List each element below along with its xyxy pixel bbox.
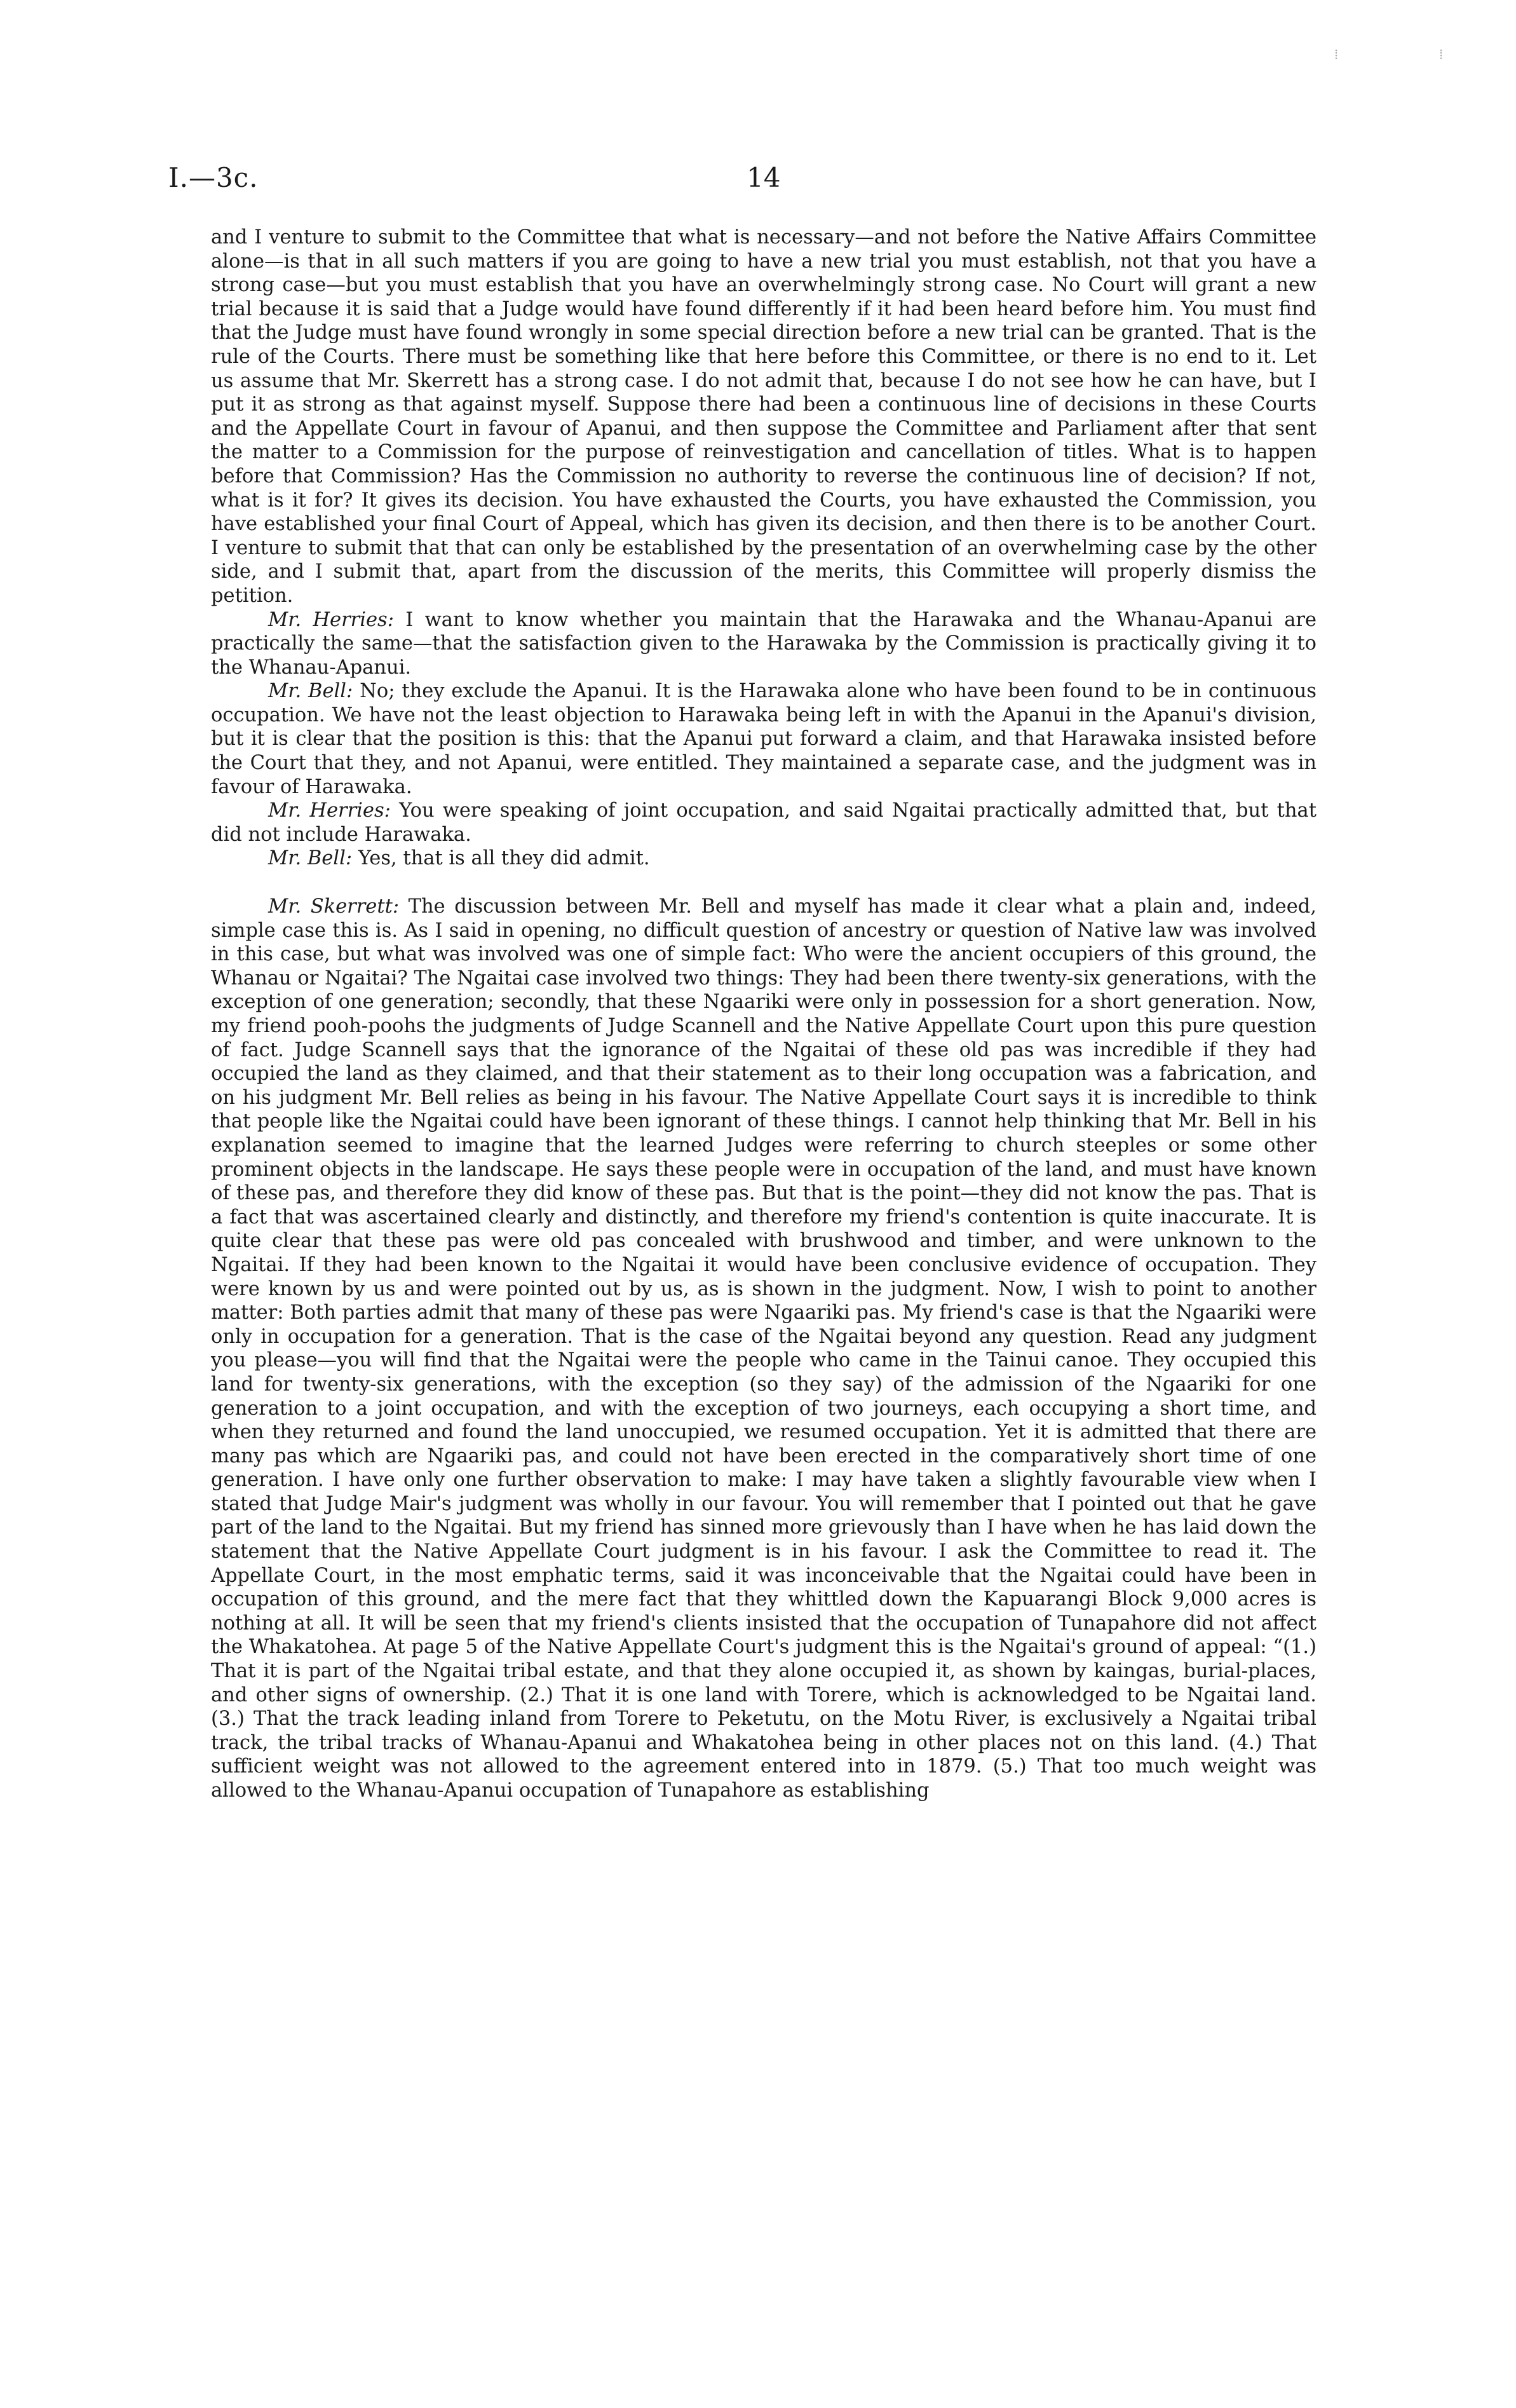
speaker-name: Mr. Herries: — [268, 799, 391, 822]
scan-artifact: ⁞ — [1439, 47, 1444, 63]
speaker-name: Mr. Bell: — [268, 680, 353, 703]
page-header — [168, 162, 1325, 200]
paragraph-text: I want to know whether you maintain that the Harawaka and the Whanau-Apanui are practically the same—that the satisfaction given to the Harawaka by the Commission is practically giving it to the Whanau-Apanui. — [211, 608, 1317, 679]
speaker-name: Mr. Skerrett: — [268, 895, 400, 918]
speaker-name: Mr. Herries: — [268, 608, 394, 631]
document-reference: I.—3c. — [168, 162, 259, 193]
paragraph — [211, 608, 1316, 680]
speaker-name: Mr. Bell: — [268, 847, 353, 870]
paragraph-text: The discussion between Mr. Bell and myself has made it clear what a plain and, indeed, simple case this is. As I said in opening, no difficult question of ancestry or question of Native law was involved in this case, but what was involved was one of simple fact: Who were the ancient occupiers of this ground, the Whanau or Ngaitai? The Ngaitai case involved two things: They had been there twenty-six generations, with the exception of one generation; secondly, that these Ngaariki were only in possession for a short generation. Now, my friend pooh-poohs the judgments of Judge Scannell and the Native Appellate Court upon this pure question of fact. Judge Scannell says that the ignorance of the Ngaitai of these old pas was incredible if they had occupied the land as they claimed, and that their statement as to their long occupation was a fabrication, and on his judgment Mr. Bell relies as being in his favour. The Native Appellate Court says it is incredible to think that people like the Ngaitai could have been ignorant of these things. I cannot help thinking that Mr. Bell in his explanation seemed to imagine that the learned Judges were referring to church steeples or some other prominent objects in the landscape. He says these people were in occupation of the land, and must have known of these pas, and therefore they did know of these pas. But that is the point—they did not know the pas. That is a fact that was ascertained clearly and distinctly, and therefore my friend's contention is quite inaccurate. It is quite clear that these pas were old pas concealed with brushwood and timber, and were unknown to the Ngaitai. If they had been known to the Ngaitai it would have been conclusive evidence of occupation. They were known by us and were pointed out by us, as is shown in the judgment. Now, I wish to point to another matter: Both parties admit that many of these pas were Ngaariki pas. My friend's case is that the Ngaariki were only in occupation for a generation. That is the case of the Ngaitai beyond any question. Read any judgment you please—you will find that the Ngaitai were the people who came in the Tainui canoe. They occupied this land for twenty-six generations, with the exception (so they say) of the admission of the Ngaariki for one generation to a joint occupation, and with the exception of two journeys, each occupying a short time, and when they returned and found the land unoccupied, we resumed occupation. Yet it is admitted that there are many pas which are Ngaariki pas, and could not have been erected in the comparatively short time of one generation. I have only one further observation to make: I may have taken a slightly favourable view when I stated that Judge Mair's judgment was wholly in our favour. You will remember that I pointed out that he gave part of the land to the Ngaitai. But my friend has sinned more grievously than I have when he has laid down the statement that the Native Appellate Court judgment is in his favour. I ask the Committee to read it. The Appellate Court, in the most emphatic terms, said it was inconceivable that the Ngaitai could have been in occupation of this ground, and the mere fact that they whittled down the Kapuarangi Block 9,000 acres is nothing at all. It will be seen that my friend's clients insisted that the occupation of Tunapahore did not affect the Whakatohea. At page 5 of the Native Appellate Court's judgment this is the Ngaitai's ground of appeal: “(1.) That it is part of the Ngaitai tribal estate, and that they alone occupied it, as shown by kaingas, burial-places, and other signs of ownership. (2.) That it is one land with Torere, which is acknowledged to be Ngaitai land. (3.) That the track leading inland from Torere to Peketutu, on the Motu River, is exclusively a Ngaitai tribal track, the tribal tracks of Whanau-Apanui and Whakatohea being in other places not on this land. (4.) That sufficient weight was not allowed to the agreement entered into in 1879. (5.) That too much weight was allowed to the Whanau-Apanui occupation of Tunapahore as establishing — [211, 895, 1316, 1802]
document-body — [211, 226, 1316, 1803]
paragraph-text: No; they exclude the Apanui. It is the Harawaka alone who have been found to be in continuous occupation. We have not the least objection to Harawaka being left in with the Apanui in the Apanui's division, but it is clear that the position is this: that the Apanui put forward a claim, and that Harawaka insisted before the Court that they, and not Apanui, were entitled. They maintained a separate case, and the judgment was in favour of Harawaka. — [211, 680, 1316, 798]
paragraph-text: and I venture to submit to the Committee that what is necessary—and not before the Native Affairs Committee alone—is that in all such matters if you are going to have a new trial you must establish, not that you have a strong case—but you must establish that you have an overwhelmingly strong case. No Court will grant a new trial because it is said that a Judge would have found differently if it had been heard before him. You must find that the Judge must have found wrongly in some special direction before a new trial can be granted. That is the rule of the Courts. There must be something like that here before this Committee, or there is no end to it. Let us assume that Mr. Skerrett has a strong case. I do not admit that, because I do not see how he can have, but I put it as strong as that against myself. Suppose there had been a continuous line of decisions in these Courts and the Appellate Court in favour of Apanui, and then suppose the Committee and Parliament after that sent the matter to a Commission for the purpose of reinvestigation and cancellation of titles. What is to happen before that Commission? Has the Commission no authority to reverse the continuous line of decision? If not, what is it for? It gives its decision. You have exhausted the Courts, you have exhausted the Commission, you have established your final Court of Appeal, which has given its decision, and then there is to be another Court. I venture to submit that that can only be established by the presentation of an overwhelming case by the other side, and I submit that, apart from the discussion of the merits, this Committee will properly dismiss the petition. — [211, 226, 1316, 607]
paragraph-text: You were speaking of joint occupation, and said Ngaitai practically admitted that, but that did not include Harawaka. — [211, 799, 1316, 846]
paragraph — [211, 679, 1316, 799]
paragraph — [211, 895, 1316, 1803]
page-number: 14 — [747, 162, 781, 193]
paragraph — [211, 847, 1316, 871]
paragraph — [211, 799, 1316, 847]
scan-artifact: ⁞ — [1334, 47, 1339, 63]
paragraph-text: Yes, that is all they did admit. — [358, 847, 650, 870]
paragraph — [211, 226, 1316, 608]
